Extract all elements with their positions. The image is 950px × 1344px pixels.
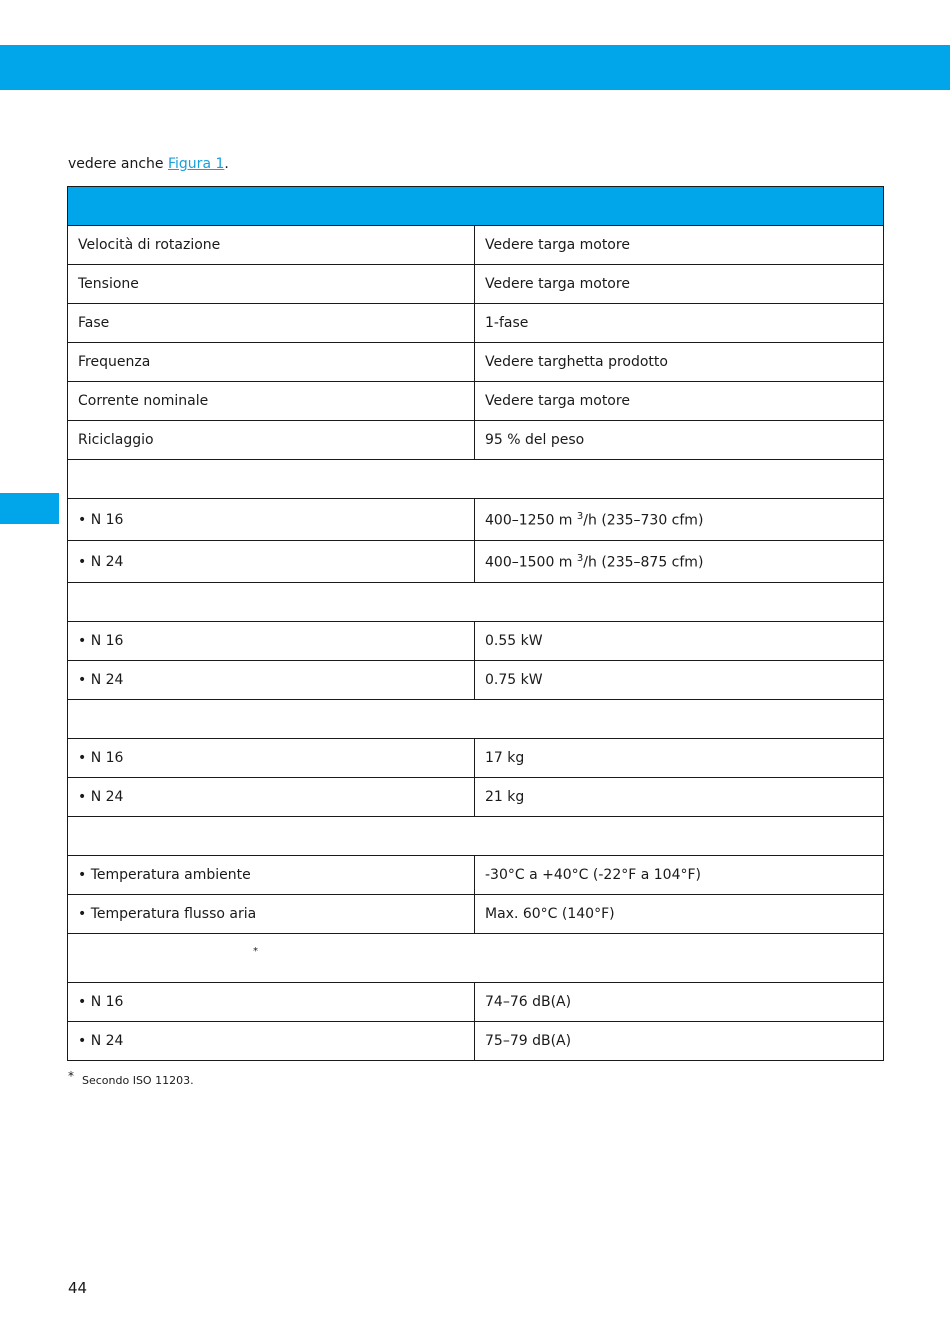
row-value: 74–76 dB(A) bbox=[475, 983, 884, 1022]
row-label: Tensione bbox=[68, 265, 475, 304]
row-value: Max. 60°C (140°F) bbox=[475, 895, 884, 934]
table-row bbox=[68, 541, 884, 583]
section-title bbox=[68, 817, 884, 856]
table-header-cell bbox=[68, 187, 884, 226]
page-number: 44 bbox=[68, 1279, 88, 1297]
row-value: Vedere targa motore bbox=[475, 382, 884, 421]
row-value: 400–1250 m $^3$/h (235–730 cfm) bbox=[475, 499, 884, 541]
row-value: 0.75 kW bbox=[475, 661, 884, 700]
row-value: 0.55 kW bbox=[475, 622, 884, 661]
figure-link[interactable]: Figura 1 bbox=[168, 156, 225, 172]
row-label: • N 24 bbox=[68, 1022, 475, 1061]
section-title bbox=[68, 700, 884, 739]
section-title bbox=[68, 583, 884, 622]
footnote bbox=[68, 1069, 194, 1087]
row-label: • N 24 bbox=[68, 661, 475, 700]
row-value: Vedere targa motore bbox=[475, 265, 884, 304]
table-row bbox=[68, 226, 884, 265]
table-row bbox=[68, 421, 884, 460]
section-row-sound bbox=[68, 934, 884, 983]
row-label: • N 24 bbox=[68, 541, 475, 583]
table-row bbox=[68, 622, 884, 661]
section-row-temperature bbox=[68, 817, 884, 856]
row-value: Vedere targa motore bbox=[475, 226, 884, 265]
footnote-text: Secondo ISO 11203. bbox=[82, 1074, 194, 1087]
intro-text: vedere anche Figura 1. bbox=[68, 156, 229, 172]
header-accent-bar bbox=[0, 45, 950, 90]
row-value: 400–1500 m $^3$/h (235–875 cfm) bbox=[475, 541, 884, 583]
row-value: 1-fase bbox=[475, 304, 884, 343]
technical-data-table bbox=[67, 186, 884, 1061]
table-row bbox=[68, 895, 884, 934]
row-label: • N 24 bbox=[68, 778, 475, 817]
row-label: • N 16 bbox=[68, 499, 475, 541]
table-row bbox=[68, 343, 884, 382]
table-row bbox=[68, 265, 884, 304]
row-label: Corrente nominale bbox=[68, 382, 475, 421]
row-label: Frequenza bbox=[68, 343, 475, 382]
table-row bbox=[68, 983, 884, 1022]
row-value: 17 kg bbox=[475, 739, 884, 778]
row-value: Vedere targhetta prodotto bbox=[475, 343, 884, 382]
table-row bbox=[68, 304, 884, 343]
row-label: Fase bbox=[68, 304, 475, 343]
row-value: 75–79 dB(A) bbox=[475, 1022, 884, 1061]
row-label: • N 16 bbox=[68, 983, 475, 1022]
row-label: • Temperatura flusso aria bbox=[68, 895, 475, 934]
section-title bbox=[68, 934, 884, 983]
table-row bbox=[68, 499, 884, 541]
row-value: 95 % del peso bbox=[475, 421, 884, 460]
row-label: • N 16 bbox=[68, 739, 475, 778]
row-value: 21 kg bbox=[475, 778, 884, 817]
row-label: • N 16 bbox=[68, 622, 475, 661]
side-section-tab bbox=[0, 493, 59, 524]
row-label: Riciclaggio bbox=[68, 421, 475, 460]
row-value: -30°C a +40°C (-22°F a 104°F) bbox=[475, 856, 884, 895]
table-row bbox=[68, 382, 884, 421]
table-row bbox=[68, 739, 884, 778]
section-row-power bbox=[68, 583, 884, 622]
table-row bbox=[68, 778, 884, 817]
section-title bbox=[68, 460, 884, 499]
section-row-weight bbox=[68, 700, 884, 739]
footnote-mark: * bbox=[68, 1069, 74, 1083]
table-row bbox=[68, 1022, 884, 1061]
footnote-reference-mark: * bbox=[253, 946, 258, 957]
section-row-airflow bbox=[68, 460, 884, 499]
row-label: Velocità di rotazione bbox=[68, 226, 475, 265]
row-label: • Temperatura ambiente bbox=[68, 856, 475, 895]
table-row bbox=[68, 661, 884, 700]
table-row bbox=[68, 856, 884, 895]
table-header-row bbox=[68, 187, 884, 226]
